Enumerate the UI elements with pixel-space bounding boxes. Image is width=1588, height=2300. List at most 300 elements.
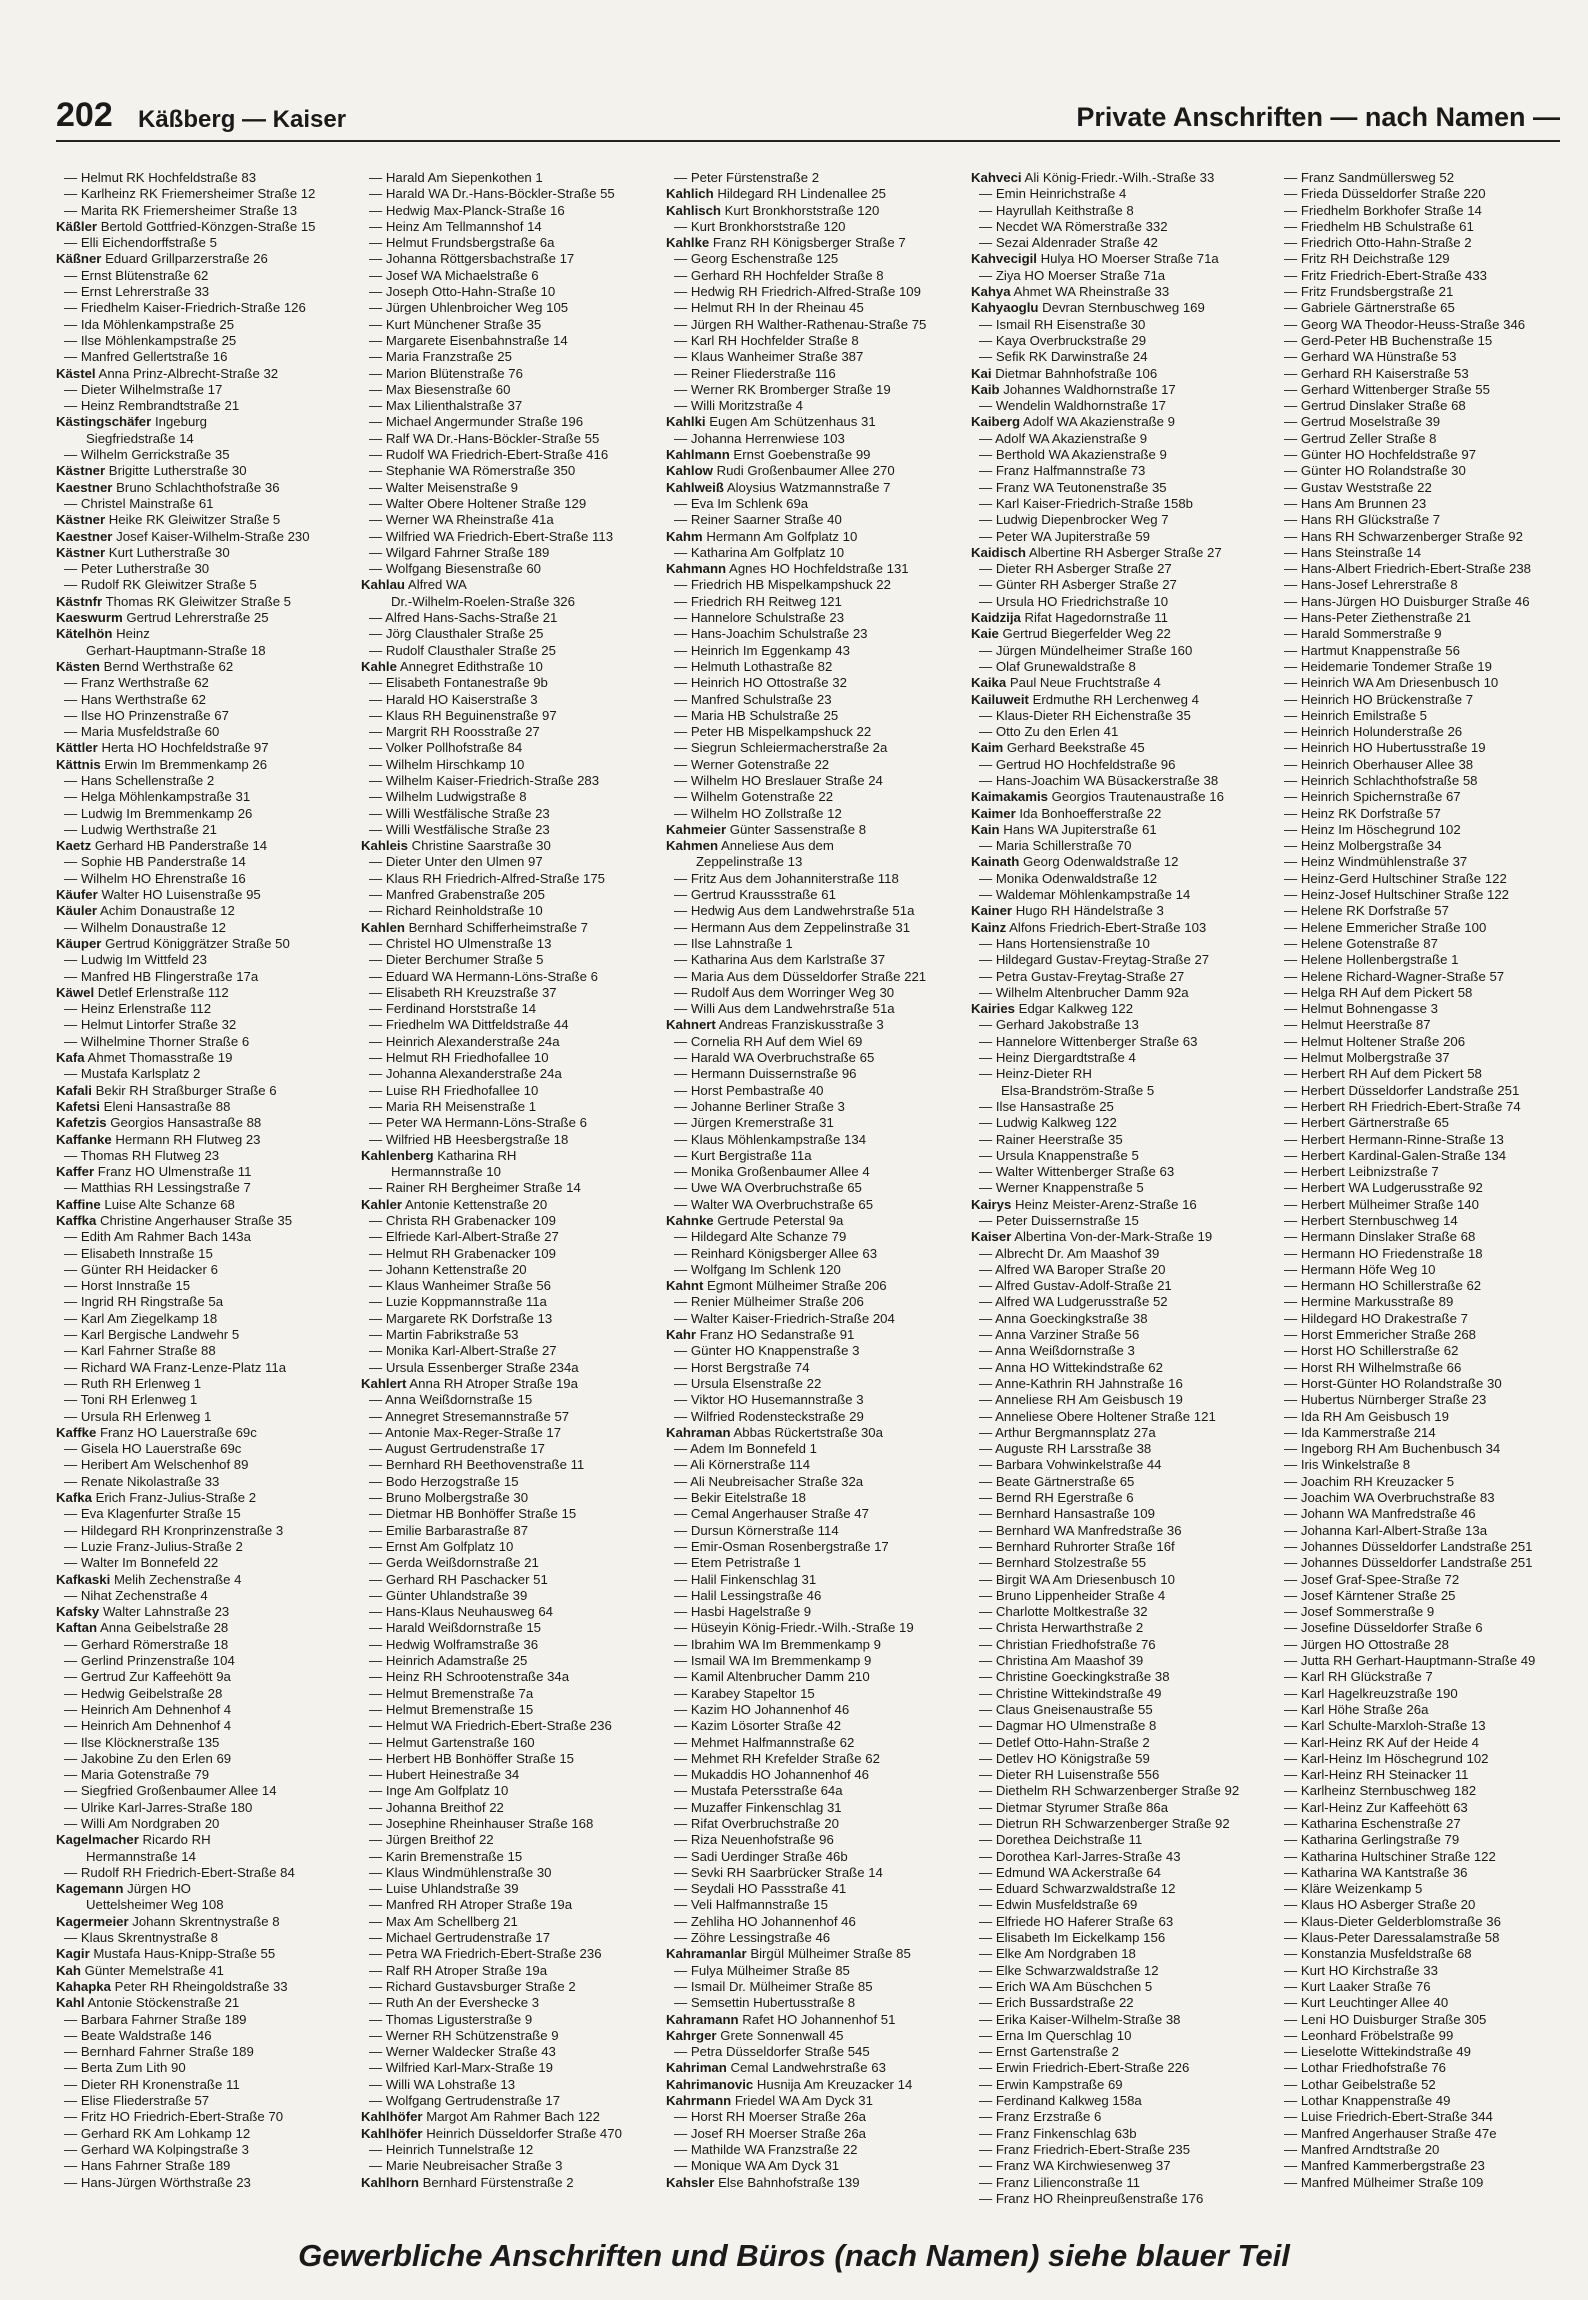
surname: Kahlweiß xyxy=(666,479,724,495)
entry-text: — Werner WA Rheinstraße 41a xyxy=(369,512,554,528)
directory-subentry xyxy=(971,1262,1261,1278)
entry-text: — Charlotte Moltkestraße 32 xyxy=(979,1604,1148,1620)
entry-text: — Barbara Vohwinkelstraße 44 xyxy=(979,1457,1162,1473)
directory-subentry xyxy=(971,1604,1261,1620)
directory-column-4 xyxy=(971,170,1261,2206)
entry-text: — Friedrich RH Reitweg 121 xyxy=(674,593,842,609)
directory-subentry xyxy=(361,1490,651,1506)
entry-text: — Ziya HO Moerser Straße 71a xyxy=(979,267,1166,283)
directory-subentry xyxy=(56,871,346,887)
entry-text: — Kurt Laaker Straße 76 xyxy=(1284,1978,1431,1994)
directory-subentry xyxy=(666,594,956,610)
entry-text: Dietmar Bahnhofstraße 106 xyxy=(995,365,1158,381)
directory-subentry xyxy=(971,1881,1261,1897)
directory-subentry xyxy=(1276,806,1566,822)
surname: Käßler xyxy=(56,218,98,234)
entry-text: — Katharina WA Kantstraße 36 xyxy=(1284,1864,1468,1880)
directory-entry xyxy=(666,561,956,577)
entry-text: Erdmuthe RH Lerchenweg 4 xyxy=(1032,691,1199,707)
directory-subentry xyxy=(666,1832,956,1848)
directory-subentry xyxy=(1276,2142,1566,2158)
entry-text: — Ernst Blütenstraße 62 xyxy=(64,267,209,283)
entry-text: Eugen Am Schützenhaus 31 xyxy=(709,414,876,430)
surname: Kästen xyxy=(56,658,100,674)
surname: Kahm xyxy=(666,528,703,544)
directory-entry xyxy=(56,936,346,952)
directory-subentry xyxy=(1276,1066,1566,1082)
directory-entry xyxy=(361,920,651,936)
directory-subentry xyxy=(361,2012,651,2028)
surname: Kaffine xyxy=(56,1196,101,1212)
directory-subentry xyxy=(1276,1653,1566,1669)
directory-subentry xyxy=(971,529,1261,545)
entry-text: — Helmut Bremenstraße 15 xyxy=(369,1701,534,1717)
entry-text: Ahmet Thomasstraße 19 xyxy=(87,1050,233,1066)
entry-text: — Rudolf RH Friedrich-Ebert-Straße 84 xyxy=(64,1864,295,1880)
directory-subentry xyxy=(56,268,346,284)
entry-text: — Klaus RH Friedrich-Alfred-Straße 175 xyxy=(369,870,605,886)
directory-subentry xyxy=(361,431,651,447)
entry-text: — Jürgen Breithof 22 xyxy=(369,1832,494,1848)
directory-subentry xyxy=(1276,1930,1566,1946)
directory-subentry xyxy=(56,1360,346,1376)
entry-text: — Heidemarie Tondemer Straße 19 xyxy=(1284,658,1492,674)
directory-entry xyxy=(666,1425,956,1441)
entry-text: — Heinrich Im Eggenkamp 43 xyxy=(674,642,850,658)
directory-subentry xyxy=(56,1669,346,1685)
entry-text: — Heinrich Tunnelstraße 12 xyxy=(369,2141,534,2157)
directory-subentry xyxy=(666,1816,956,1832)
directory-subentry xyxy=(361,300,651,316)
surname: Kahle xyxy=(361,658,397,674)
surname: Kaestner xyxy=(56,528,113,544)
directory-subentry xyxy=(361,496,651,512)
entry-text: — Volker Pollhofstraße 84 xyxy=(369,740,523,756)
entry-text: — Helmut Molbergstraße 37 xyxy=(1284,1050,1450,1066)
directory-subentry xyxy=(1276,2060,1566,2076)
entry-text: — Hans Werthstraße 62 xyxy=(64,691,206,707)
entry-text: — Dorethea Deichstraße 11 xyxy=(979,1832,1143,1848)
entry-text: — Friedhelm Borkhofer Straße 14 xyxy=(1284,202,1482,218)
directory-subentry xyxy=(666,2109,956,2125)
directory-subentry xyxy=(971,724,1261,740)
directory-subentry xyxy=(361,1946,651,1962)
surname: Kafetsi xyxy=(56,1098,100,1114)
entry-text: — Gerhard RH Kaiserstraße 53 xyxy=(1284,365,1469,381)
directory-subentry xyxy=(56,2158,346,2174)
surname: Kafetzis xyxy=(56,1115,107,1131)
entry-text: — Heinz Diergardtstraße 4 xyxy=(979,1050,1136,1066)
directory-subentry xyxy=(361,414,651,430)
section-title: Private Anschriften — nach Namen — xyxy=(1076,102,1560,132)
directory-subentry xyxy=(666,1735,956,1751)
directory-subentry xyxy=(666,1620,956,1636)
directory-subentry xyxy=(666,1849,956,1865)
entry-text: — Horst Emmericher Straße 268 xyxy=(1284,1327,1477,1343)
directory-entry xyxy=(361,577,651,593)
entry-text: — Karl Kaiser-Friedrich-Straße 158b xyxy=(979,495,1194,511)
entry-text: — Semsettin Hubertusstraße 8 xyxy=(674,1995,856,2011)
directory-entry xyxy=(971,1197,1261,1213)
directory-subentry xyxy=(971,349,1261,365)
entry-text: — Anna Weißdornstraße 3 xyxy=(979,1343,1135,1359)
directory-entry xyxy=(666,1017,956,1033)
entry-text: — Petra Gustav-Freytag-Straße 27 xyxy=(979,968,1185,984)
entry-text: — Ibrahim WA Im Bremmenkamp 9 xyxy=(674,1636,881,1652)
entry-text: — Kurt Bergistraße 11a xyxy=(674,1147,812,1163)
entry-text: Kurt Bronkhorststraße 120 xyxy=(724,202,880,218)
surname: Kahlert xyxy=(361,1375,407,1391)
entry-text: — Ferdinand Kalkweg 158a xyxy=(979,2093,1142,2109)
directory-subentry xyxy=(971,2012,1261,2028)
entry-text: — Josef RH Moerser Straße 26a xyxy=(674,2125,867,2141)
entry-text: — Sezai Aldenrader Straße 42 xyxy=(979,235,1158,251)
entry-text: Gerhard HB Panderstraße 14 xyxy=(94,838,268,854)
entry-text: Else Bahnhofstraße 139 xyxy=(718,2174,860,2190)
directory-subentry xyxy=(971,757,1261,773)
directory-entry-continuation xyxy=(361,1164,651,1180)
directory-subentry xyxy=(56,2109,346,2125)
directory-subentry xyxy=(971,1897,1261,1913)
entry-text: — Manfred Grabenstraße 205 xyxy=(369,887,545,903)
directory-subentry xyxy=(666,969,956,985)
entry-text: Günter Sassenstraße 8 xyxy=(729,821,867,837)
directory-subentry xyxy=(56,1148,346,1164)
entry-text: — Barbara Fahrner Straße 189 xyxy=(64,2011,247,2027)
surname: Kagermeier xyxy=(56,1913,129,1929)
entry-text: Melih Zechenstraße 4 xyxy=(113,1571,242,1587)
surname: Kaimer xyxy=(971,805,1016,821)
entry-text: — Cemal Angerhauser Straße 47 xyxy=(674,1506,869,1522)
entry-text: — Hasbi Hagelstraße 9 xyxy=(674,1604,812,1620)
entry-text: — Ilse Klöcknerstraße 135 xyxy=(64,1734,220,1750)
entry-text: — Dieter Wilhelmstraße 17 xyxy=(64,381,223,397)
directory-subentry xyxy=(56,2044,346,2060)
directory-subentry xyxy=(361,561,651,577)
entry-text: — Hayrullah Keithstraße 8 xyxy=(979,202,1134,218)
entry-text: — Bernhard Fahrner Straße 189 xyxy=(64,2044,254,2060)
directory-subentry xyxy=(1276,2158,1566,2174)
entry-text: — Rifat Overbruchstraße 20 xyxy=(674,1815,839,1831)
entry-text: — Manfred HB Flingerstraße 17a xyxy=(64,968,259,984)
entry-text: — Heinrich Schlachthofstraße 58 xyxy=(1284,772,1478,788)
entry-text: — Mustafa Petersstraße 64a xyxy=(674,1783,843,1799)
directory-subentry xyxy=(1276,1604,1566,1620)
entry-text: — Ursula Essenberger Straße 234a xyxy=(369,1359,579,1375)
entry-text: — Birgit WA Am Driesenbusch 10 xyxy=(979,1571,1175,1587)
entry-text: — Elke Schwarzwaldstraße 12 xyxy=(979,1962,1159,1978)
directory-subentry xyxy=(361,1441,651,1457)
entry-text: Luise Alte Schanze 68 xyxy=(104,1196,235,1212)
surname: Kahveci xyxy=(971,170,1022,185)
directory-subentry xyxy=(361,740,651,756)
directory-subentry xyxy=(971,1995,1261,2011)
entry-text: — Manfred Schulstraße 23 xyxy=(674,691,832,707)
entry-text: — Herbert Düsseldorfer Landstraße 251 xyxy=(1284,1082,1520,1098)
directory-subentry xyxy=(361,806,651,822)
entry-text: — Anne-Kathrin RH Jahnstraße 16 xyxy=(979,1375,1183,1391)
directory-entry xyxy=(56,757,346,773)
directory-subentry xyxy=(971,219,1261,235)
directory-subentry xyxy=(361,1849,651,1865)
directory-entry xyxy=(971,626,1261,642)
directory-entry xyxy=(56,545,346,561)
directory-subentry xyxy=(1276,1425,1566,1441)
directory-entry xyxy=(666,1213,956,1229)
directory-subentry xyxy=(1276,822,1566,838)
surname: Kaib xyxy=(971,381,1000,397)
entry-text: — Hans Am Brunnen 23 xyxy=(1284,495,1427,511)
surname: Kahmeier xyxy=(666,821,727,837)
directory-subentry xyxy=(971,2093,1261,2109)
entry-text: — Richard WA Franz-Lenze-Platz 11a xyxy=(64,1359,287,1375)
entry-text: — Gerhard RK Am Lohkamp 12 xyxy=(64,2125,251,2141)
directory-subentry xyxy=(1276,2044,1566,2060)
directory-entry xyxy=(666,529,956,545)
entry-text: — Christine Wittekindstraße 49 xyxy=(979,1685,1162,1701)
directory-subentry xyxy=(1276,2028,1566,2044)
directory-subentry xyxy=(971,1164,1261,1180)
directory-subentry xyxy=(666,1767,956,1783)
entry-text: — Michael Gertrudenstraße 17 xyxy=(369,1930,551,1946)
entry-text: — Johanna Karl-Albert-Straße 13a xyxy=(1284,1522,1488,1538)
directory-subentry xyxy=(971,1865,1261,1881)
entry-text: — Joachim RH Kreuzacker 5 xyxy=(1284,1473,1455,1489)
directory-subentry xyxy=(361,1115,651,1131)
directory-subentry xyxy=(666,1490,956,1506)
entry-text: Detlef Erlenstraße 112 xyxy=(97,984,229,1000)
entry-text: — Alfred Gustav-Adolf-Straße 21 xyxy=(979,1278,1172,1294)
directory-subentry xyxy=(56,692,346,708)
directory-subentry xyxy=(971,887,1261,903)
directory-subentry xyxy=(1276,284,1566,300)
entry-text: — Alfred WA Baroper Straße 20 xyxy=(979,1261,1166,1277)
entry-text: — Mehmet RH Krefelder Straße 62 xyxy=(674,1750,880,1766)
entry-text: — Hans-Klaus Neuhausweg 64 xyxy=(369,1604,553,1620)
surname: Kätelhön xyxy=(56,626,113,642)
directory-entry xyxy=(666,1278,956,1294)
entry-text: — Reinhard Königsberger Allee 63 xyxy=(674,1245,878,1261)
directory-subentry xyxy=(361,1979,651,1995)
directory-subentry xyxy=(971,773,1261,789)
entry-text: — Fritz Frundsbergstraße 21 xyxy=(1284,284,1454,300)
directory-subentry xyxy=(971,952,1261,968)
entry-text: — Harald WA Overbruchstraße 65 xyxy=(674,1050,875,1066)
directory-entry xyxy=(56,529,346,545)
directory-subentry xyxy=(56,2060,346,2076)
entry-text: — Wilfried HB Heesbergstraße 18 xyxy=(369,1131,569,1147)
directory-subentry xyxy=(971,1800,1261,1816)
entry-text: — Johanna Röttgersbachstraße 17 xyxy=(369,251,575,267)
entry-text: Birgül Mülheimer Straße 85 xyxy=(750,1946,911,1962)
entry-text: Friedel WA Am Dyck 31 xyxy=(734,2093,873,2109)
surname: Kaffanke xyxy=(56,1131,112,1147)
directory-subentry xyxy=(971,2044,1261,2060)
directory-subentry xyxy=(666,170,956,186)
directory-subentry xyxy=(971,1148,1261,1164)
entry-text: — Heinrich Am Dehnenhof 4 xyxy=(64,1718,232,1734)
directory-entry xyxy=(56,985,346,1001)
surname: Kaffka xyxy=(56,1213,97,1228)
entry-text: — Richard Reinholdstraße 10 xyxy=(369,903,543,919)
entry-text: — Wilhelm HO Ehrenstraße 16 xyxy=(64,870,246,886)
entry-text: — Peter Fürstenstraße 2 xyxy=(674,170,820,185)
directory-subentry xyxy=(666,610,956,626)
entry-text: — Hans-Josef Lehrerstraße 8 xyxy=(1284,577,1458,593)
surname: Kaffer xyxy=(56,1164,95,1180)
entry-text: Franz RH Königsberger Straße 7 xyxy=(712,235,906,251)
directory-subentry xyxy=(971,1930,1261,1946)
directory-subentry xyxy=(361,2158,651,2174)
entry-text: — Halil Lessingstraße 46 xyxy=(674,1587,822,1603)
directory-subentry xyxy=(1276,952,1566,968)
directory-subentry xyxy=(971,2077,1261,2093)
entry-text: — Christa Herwarthstraße 2 xyxy=(979,1620,1144,1636)
directory-entry xyxy=(971,920,1261,936)
entry-text: — Helene RK Dorfstraße 57 xyxy=(1284,903,1449,919)
directory-subentry xyxy=(666,1197,956,1213)
entry-text: — Stephanie WA Römerstraße 350 xyxy=(369,463,576,479)
surname: Kästner xyxy=(56,512,106,528)
directory-entry xyxy=(971,740,1261,756)
entry-text: — Dietmar Styrumer Straße 86a xyxy=(979,1799,1169,1815)
directory-subentry xyxy=(1276,659,1566,675)
entry-text: — Klaus RH Beguinenstraße 97 xyxy=(369,707,557,723)
directory-subentry xyxy=(361,170,651,186)
directory-subentry xyxy=(361,1425,651,1441)
entry-text: — Edmund WA Ackerstraße 64 xyxy=(979,1864,1162,1880)
entry-text: Hans WA Jupiterstraße 61 xyxy=(1003,821,1157,837)
entry-text: Brigitte Lutherstraße 30 xyxy=(108,463,247,479)
entry-text: — Willi Westfälische Straße 23 xyxy=(369,805,550,821)
surname: Kahmen xyxy=(666,838,719,854)
directory-entry xyxy=(971,366,1261,382)
entry-text: — Heinz-Gerd Hultschiner Straße 122 xyxy=(1284,870,1507,886)
directory-subentry xyxy=(361,1132,651,1148)
entry-text: — Johann Kettenstraße 20 xyxy=(369,1261,527,1277)
entry-text: — Werner Knappenstraße 5 xyxy=(979,1180,1144,1196)
directory-subentry xyxy=(361,366,651,382)
entry-text: — Ralf RH Atroper Straße 19a xyxy=(369,1962,548,1978)
entry-text: — Dietmar HB Bonhöffer Straße 15 xyxy=(369,1506,577,1522)
surname: Kästel xyxy=(56,365,96,381)
directory-subentry xyxy=(56,1066,346,1082)
entry-text: — Ludwig Werthstraße 21 xyxy=(64,821,217,837)
directory-subentry xyxy=(666,740,956,756)
surname: Kafali xyxy=(56,1082,92,1098)
entry-text: — Edwin Musfeldstraße 69 xyxy=(979,1897,1138,1913)
directory-subentry xyxy=(1276,1360,1566,1376)
directory-subentry xyxy=(56,1180,346,1196)
entry-text: — Martin Fabrikstraße 53 xyxy=(369,1327,519,1343)
entry-text: — Beate Gärtnerstraße 65 xyxy=(979,1473,1135,1489)
directory-entry xyxy=(361,1197,651,1213)
directory-subentry xyxy=(1276,1474,1566,1490)
directory-subentry xyxy=(1276,561,1566,577)
entry-text: — August Gertrudenstraße 17 xyxy=(369,1441,545,1457)
entry-text: Heinz xyxy=(116,626,150,642)
entry-text: — Franz HO Rheinpreußenstraße 176 xyxy=(979,2190,1204,2206)
directory-subentry xyxy=(971,1343,1261,1359)
entry-text: — Hermann Duissernstraße 96 xyxy=(674,1066,857,1082)
directory-subentry xyxy=(1276,1457,1566,1473)
directory-subentry xyxy=(666,1881,956,1897)
entry-text: — Katharina Aus dem Karlstraße 37 xyxy=(674,952,886,968)
directory-subentry xyxy=(971,1392,1261,1408)
entry-text: — Klaus Windmühlenstraße 30 xyxy=(369,1864,552,1880)
directory-subentry xyxy=(361,1914,651,1930)
entry-text: — Wolfgang Im Schlenk 120 xyxy=(674,1261,841,1277)
directory-subentry xyxy=(361,1718,651,1734)
directory-entry xyxy=(361,659,651,675)
directory-subentry xyxy=(361,1327,651,1343)
directory-subentry xyxy=(666,692,956,708)
directory-subentry xyxy=(361,1017,651,1033)
directory-subentry xyxy=(361,1229,651,1245)
directory-subentry xyxy=(1276,610,1566,626)
directory-subentry xyxy=(361,1066,651,1082)
entry-text: — Ursula Knappenstraße 5 xyxy=(979,1147,1139,1163)
entry-text: — Heinrich HO Ottostraße 32 xyxy=(674,675,847,691)
entry-text: — Ida Kammerstraße 214 xyxy=(1284,1424,1436,1440)
surname: Kaidisch xyxy=(971,544,1026,560)
entry-text: — Berta Zum Lith 90 xyxy=(64,2060,186,2076)
entry-text: — Hildegard Alte Schanze 79 xyxy=(674,1229,847,1245)
directory-subentry xyxy=(666,1963,956,1979)
directory-subentry xyxy=(971,2109,1261,2125)
surname: Kairys xyxy=(971,1196,1012,1212)
header-range: Käßberg — Kaiser xyxy=(138,106,347,133)
directory-subentry xyxy=(971,577,1261,593)
entry-text: Gerhart-Hauptmann-Straße 18 xyxy=(86,642,266,658)
surname: Kahler xyxy=(361,1196,403,1212)
directory-entry xyxy=(666,463,956,479)
entry-text: — Christa RH Grabenacker 109 xyxy=(369,1213,556,1228)
entry-text: — Heinz-Josef Hultschiner Straße 122 xyxy=(1284,887,1510,903)
entry-text: — Rainer RH Bergheimer Straße 14 xyxy=(369,1180,581,1196)
directory-entry xyxy=(56,1132,346,1148)
entry-text: — Toni RH Erlenweg 1 xyxy=(64,1392,198,1408)
directory-entry xyxy=(56,610,346,626)
directory-subentry xyxy=(56,317,346,333)
directory-subentry xyxy=(56,1229,346,1245)
entry-text: — Willi WA Lohstraße 13 xyxy=(369,2076,516,2092)
entry-text: Grete Sonnenwall 45 xyxy=(720,2027,844,2043)
directory-subentry xyxy=(1276,447,1566,463)
directory-subentry xyxy=(1276,2126,1566,2142)
entry-text: — Johanna Herrenwiese 103 xyxy=(674,430,845,446)
entry-text: — Rudolf Clausthaler Straße 25 xyxy=(369,642,556,658)
directory-subentry xyxy=(971,1409,1261,1425)
directory-subentry xyxy=(666,1653,956,1669)
directory-entry xyxy=(56,366,346,382)
entry-text: — Günter Uhlandstraße 39 xyxy=(369,1587,528,1603)
entry-text: — Wilfried Rodensteckstraße 29 xyxy=(674,1408,864,1424)
directory-subentry xyxy=(971,936,1261,952)
entry-text: — Ludwig Im Bremmenkamp 26 xyxy=(64,805,253,821)
directory-subentry xyxy=(361,643,651,659)
directory-subentry xyxy=(971,1751,1261,1767)
entry-text: — Gertrud Zeller Straße 8 xyxy=(1284,430,1437,446)
directory-subentry xyxy=(971,431,1261,447)
directory-subentry xyxy=(361,1783,651,1799)
directory-subentry xyxy=(1276,1262,1566,1278)
directory-subentry xyxy=(56,1246,346,1262)
directory-subentry xyxy=(1276,268,1566,284)
directory-entry xyxy=(56,903,346,919)
entry-text: — Helmut Frundsbergstraße 6a xyxy=(369,235,555,251)
directory-subentry xyxy=(971,1735,1261,1751)
